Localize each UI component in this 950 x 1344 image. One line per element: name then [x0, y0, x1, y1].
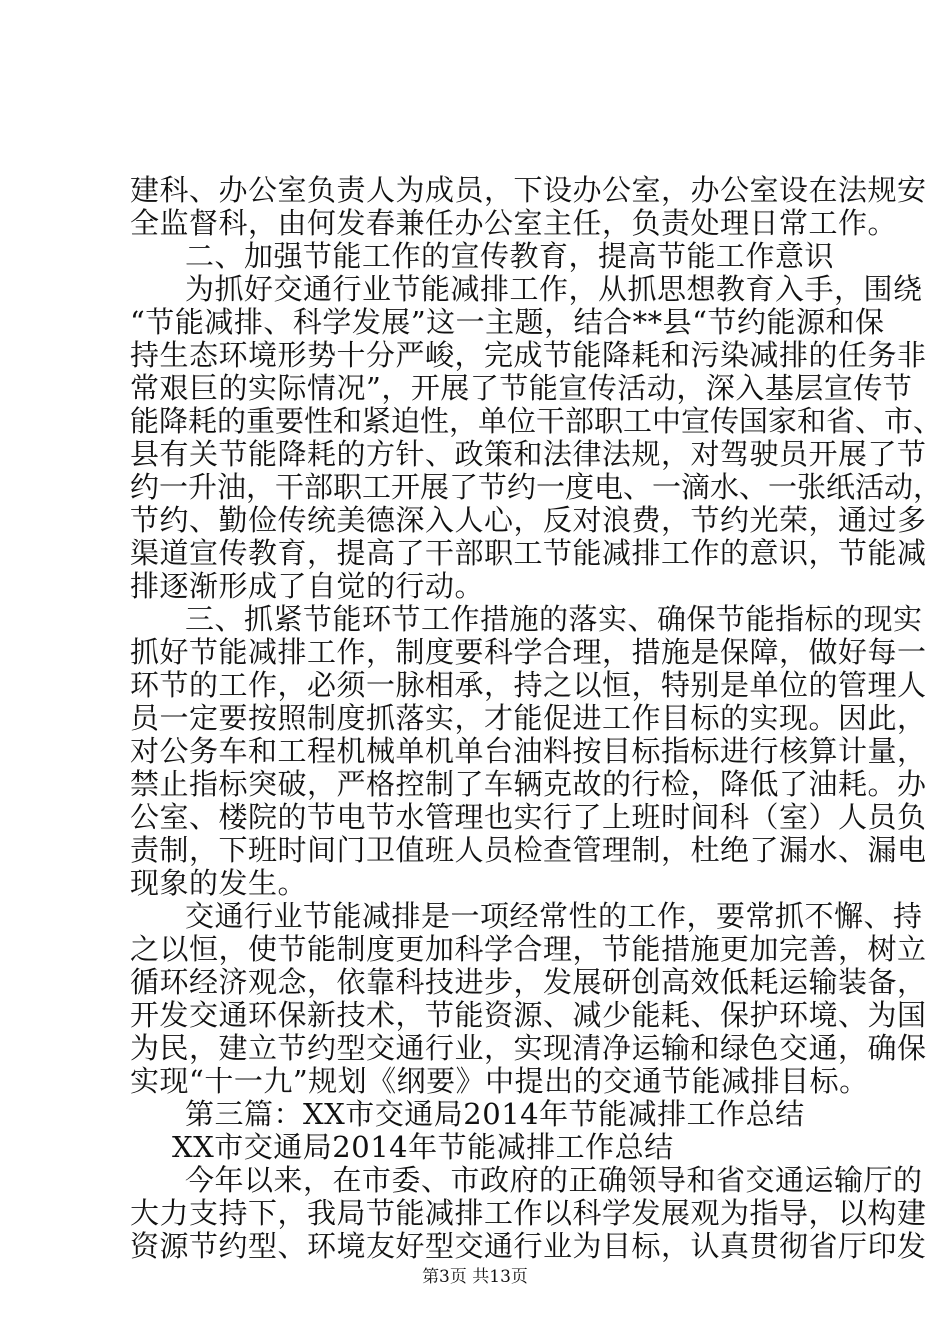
- body-line: 全监督科，由何发春兼任办公室主任，负责处理日常工作。: [130, 206, 898, 240]
- section-heading: 三、抓紧节能环节工作措施的落实、确保节能指标的现实: [185, 602, 923, 636]
- body-line: 为民，建立节约型交通行业，实现清净运输和绿色交通，确保: [130, 1031, 927, 1065]
- body-line: 能降耗的重要性和紧迫性，单位干部职工中宣传国家和省、市、: [130, 404, 943, 438]
- body-line: 为抓好交通行业节能减排工作，从抓思想教育入手，围绕: [185, 272, 923, 306]
- body-line: 环节的工作，必须一脉相承，持之以恒，特别是单位的管理人: [130, 668, 927, 702]
- body-line: 抓好节能减排工作，制度要科学合理，措施是保障，做好每一: [130, 635, 927, 669]
- body-line: 建科、办公室负责人为成员，下设办公室，办公室设在法规安: [130, 173, 927, 207]
- body-line: 常艰巨的实际情况”，开展了节能宣传活动，深入基层宣传节: [130, 371, 913, 405]
- body-line: 开发交通环保新技术，节能资源、减少能耗、保护环境、为国: [130, 998, 927, 1032]
- body-line: 之以恒，使节能制度更加科学合理，节能措施更加完善，树立: [130, 932, 927, 966]
- body-line: 责制，下班时间门卫值班人员检查管理制，杜绝了漏水、漏电: [130, 833, 927, 867]
- body-line: 禁止指标突破，严格控制了车辆克故的行检，降低了油耗。办: [130, 767, 927, 801]
- page-number-footer: 第3页 共13页: [422, 1267, 528, 1287]
- body-line: 实现“十一九”规划《纲要》中提出的交通节能减排目标。: [130, 1064, 869, 1098]
- body-line: “节能减排、科学发展”这一主题，结合**县“节约能源和保: [130, 305, 885, 339]
- body-line: 交通行业节能减排是一项经常性的工作，要常抓不懈、持: [185, 899, 923, 933]
- section-heading: 二、加强节能工作的宣传教育，提高节能工作意识: [185, 239, 835, 273]
- chapter-heading: 第三篇：XX市交通局2014年节能减排工作总结: [185, 1097, 805, 1131]
- body-line: 县有关节能降耗的方针、政策和法律法规，对驾驶员开展了节: [130, 437, 927, 471]
- body-line: 渠道宣传教育，提高了干部职工节能减排工作的意识，节能减: [130, 536, 927, 570]
- body-line: 持生态环境形势十分严峻，完成节能降耗和污染减排的任务非: [130, 338, 927, 372]
- body-line: 排逐渐形成了自觉的行动。: [130, 569, 485, 603]
- body-line: 今年以来，在市委、市政府的正确领导和省交通运输厅的: [185, 1163, 923, 1197]
- body-line: 资源节约型、环境友好型交通行业为目标，认真贯彻省厅印发: [130, 1229, 927, 1263]
- body-line: 循环经济观念，依靠科技进步，发展研创高效低耗运输装备，: [130, 965, 927, 999]
- body-line: 公室、楼院的节电节水管理也实行了上班时间科（室）人员负: [130, 800, 927, 834]
- body-line: 对公务车和工程机械单机单台油料按目标指标进行核算计量，: [130, 734, 927, 768]
- body-line: 大力支持下，我局节能减排工作以科学发展观为指导，以构建: [130, 1196, 927, 1230]
- body-line: 节约、勤俭传统美德深入人心，反对浪费，节约光荣，通过多: [130, 503, 927, 537]
- body-line: 现象的发生。: [130, 866, 308, 900]
- body-line: 约一升油，干部职工开展了节约一度电、一滴水、一张纸活动，: [130, 470, 943, 504]
- document-title: XX市交通局2014年节能减排工作总结: [172, 1130, 674, 1164]
- body-line: 员一定要按照制度抓落实，才能促进工作目标的实现。因此，: [130, 701, 927, 735]
